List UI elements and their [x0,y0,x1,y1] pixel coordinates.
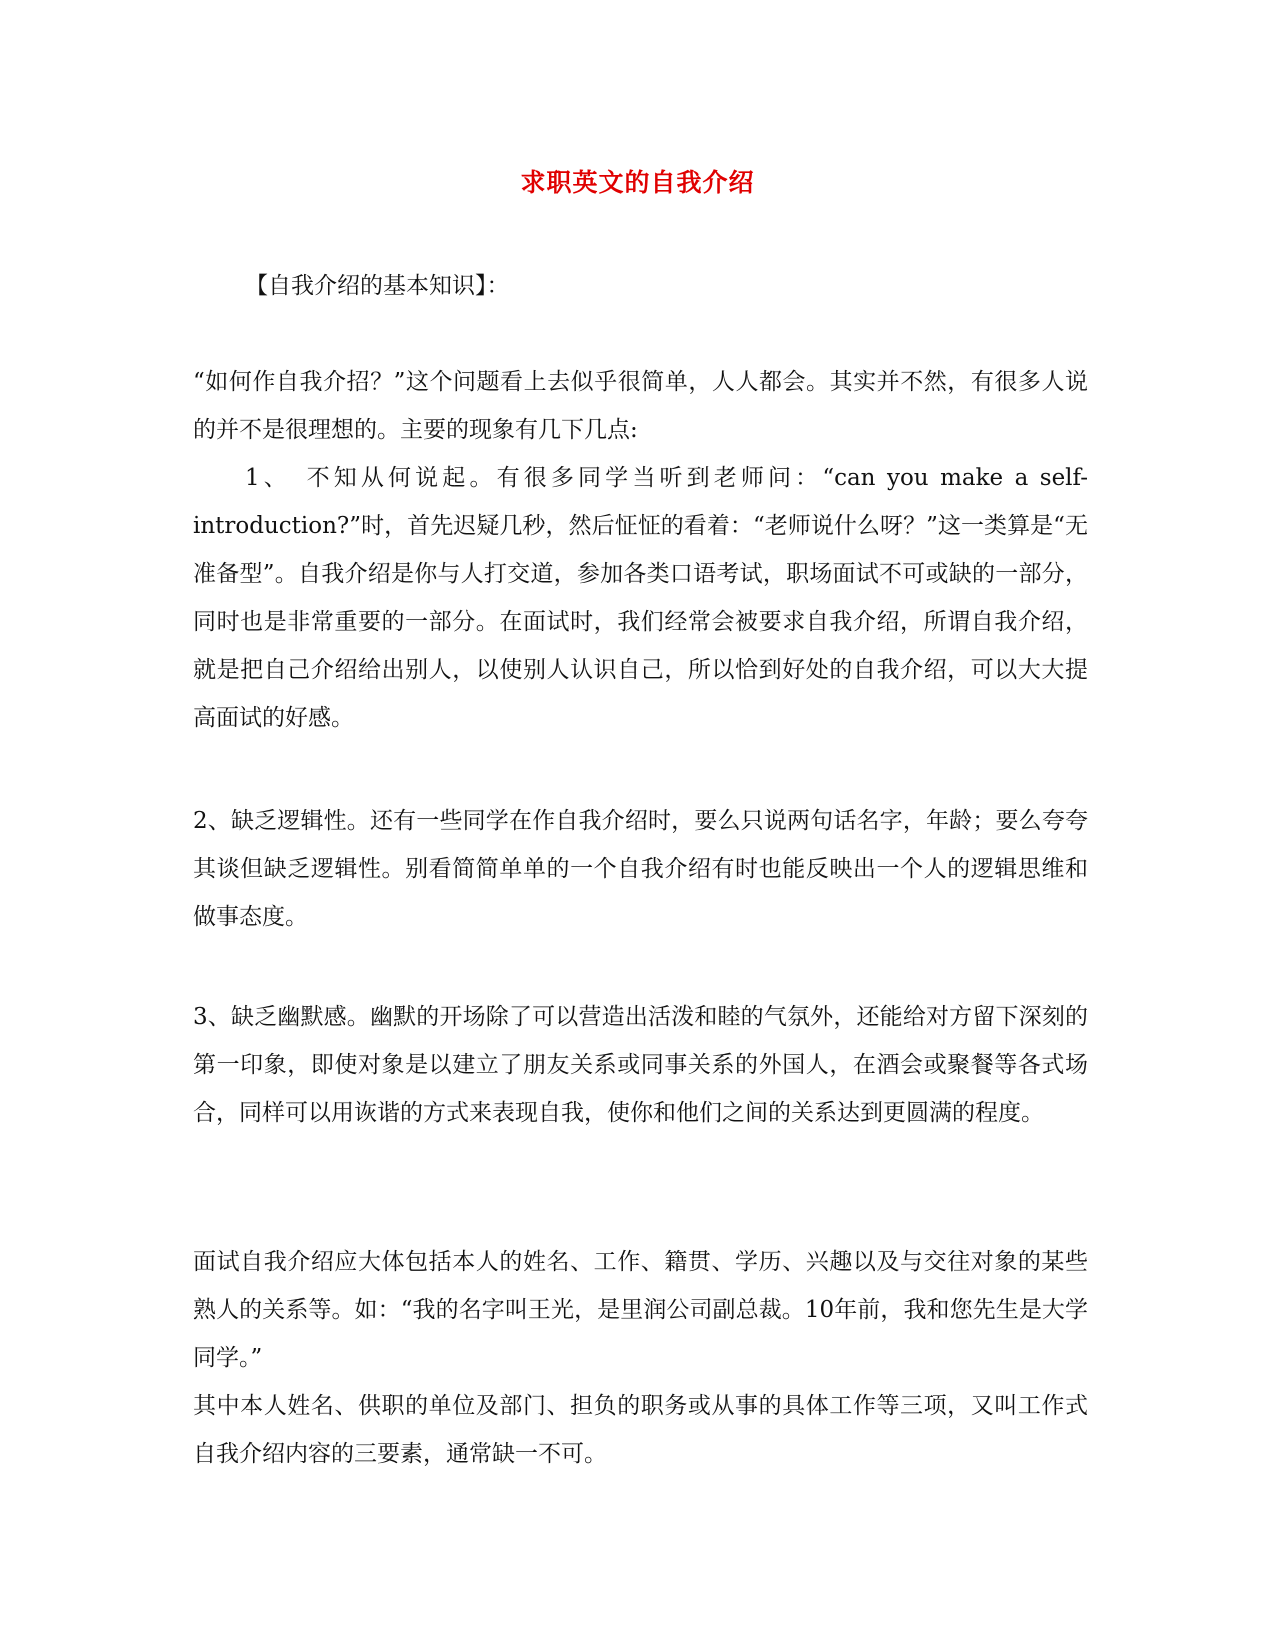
point-2-paragraph: 2、缺乏逻辑性。还有一些同学在作自我介绍时，要么只说两句话名字，年龄；要么夸夸其谈但缺乏逻辑性。别看简简单单的一个自我介绍有时也能反映出一个人的逻辑思维和做事态度。 [193,808,1088,930]
document-title: 求职英文的自我介绍 [520,168,755,197]
point-1-paragraph: 1、 不知从何说起。有很多同学当听到老师问：“can you make a self-introduction?”时，首先迟疑几秒，然后怔怔的看着：“老师说什么呀？”这一类算是“无准备型”。自我介绍是你与人打交道，参加各类口语考试，职场面试不可或缺的一部分，同时也是非常重要的一部分。在面试时，我们经常会被要求自我介绍，所谓自我介绍，就是把自己介绍给出别人，以使别人认识自己，所以恰到好处的自我介绍，可以大大提高面试的好感。 [193,465,1088,731]
three-elements-paragraph: 其中本人姓名、供职的单位及部门、担负的职务或从事的具体工作等三项，又叫工作式自我介绍内容的三要素，通常缺一不可。 [193,1393,1088,1467]
point-3-paragraph: 3、缺乏幽默感。幽默的开场除了可以营造出活泼和睦的气氛外，还能给对方留下深刻的第一印象，即使对象是以建立了朋友关系或同事关系的外国人，在酒会或聚餐等各式场合，同样可以用诙谐的方式来表现自我，使你和他们之间的关系达到更圆满的程度。 [193,1004,1088,1126]
content-paragraph: 面试自我介绍应大体包括本人的姓名、工作、籍贯、学历、兴趣以及与交往对象的某些熟人的关系等。如：“我的名字叫王光，是里润公司副总裁。10年前，我和您先生是大学同学。” [193,1249,1088,1371]
intro-paragraph: “如何作自我介招？”这个问题看上去似乎很简单，人人都会。其实并不然，有很多人说的并不是很理想的。主要的现象有几下几点: [193,369,1088,443]
section-heading: 【自我介绍的基本知识】： [245,273,510,299]
